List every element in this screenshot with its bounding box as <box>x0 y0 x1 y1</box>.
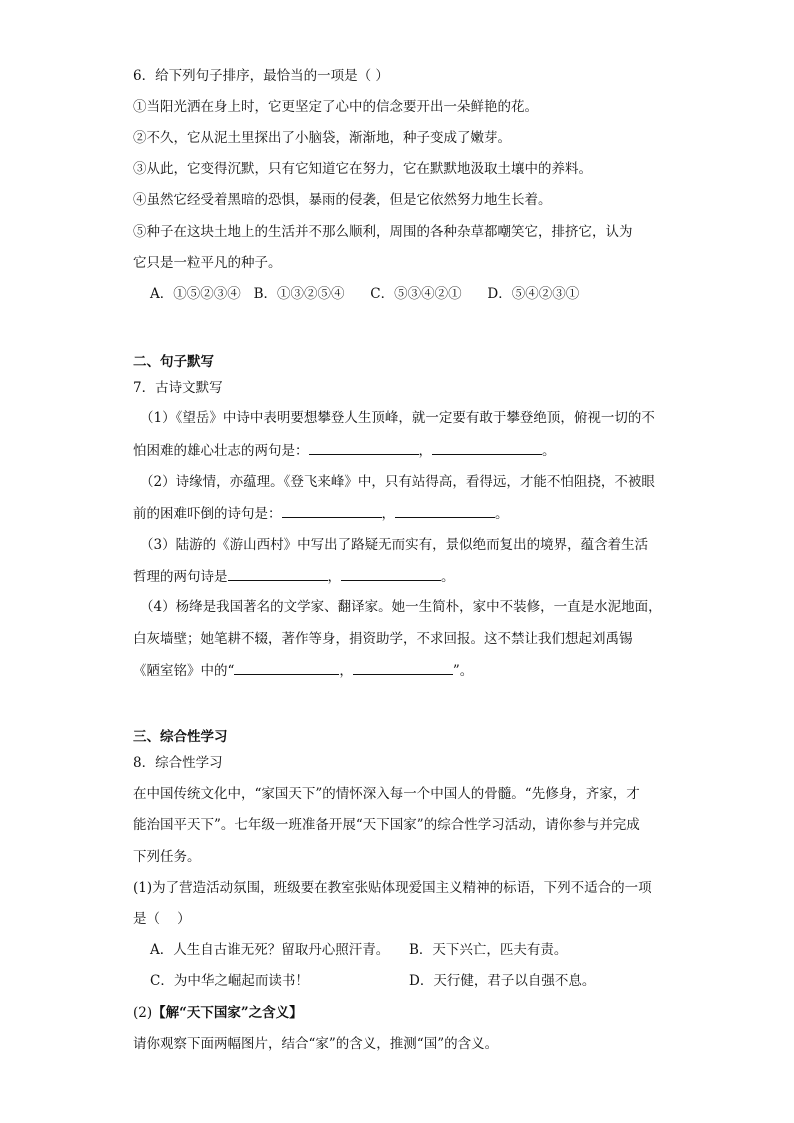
q7-part4-blank-1[interactable] <box>234 660 339 675</box>
q8-sub2-heading: 【解“天下国家”之含义】 <box>152 1005 303 1021</box>
q8-option-c: C．为中华之崛起而读书！ <box>150 973 309 989</box>
q7-part4-line1: （4）杨绛是我国著名的文学家、翻译家。她一生简朴，家中不装修，一直是水泥地面， <box>140 599 662 615</box>
comma: ， <box>327 569 341 585</box>
q7-part1-blank-1[interactable] <box>309 440 419 455</box>
q7-part4-line2: 白灰墙壁；她笔耕不辍，著作等身，捐资助学，不求回报。这不禁让我们想起刘禹锡 <box>133 631 633 647</box>
comma: ， <box>339 663 353 679</box>
q8-intro-line1: 在中国传统文化中，“家国天下”的情怀深入每一个中国人的骨髓。“先修身，齐家，才 <box>133 786 640 802</box>
q7-part2-line2 <box>133 503 509 524</box>
q7-part4-blank-2[interactable] <box>353 660 453 675</box>
q6-sentence-2: ②不久，它从泥土里探出了小脑袋，渐渐地，种子变成了嫩芽。 <box>133 130 511 146</box>
q7-part3-blank-1[interactable] <box>228 566 328 581</box>
q6-sentence-5-line1: ⑤种子在这块土地上的生活并不那么顺利，周围的各种杂草都嘲笑它，排挤它，认为 <box>133 224 633 240</box>
q7-part3-prompt: 哲理的两句诗是 <box>133 569 228 585</box>
q7-part1-blank-2[interactable] <box>432 440 542 455</box>
q7-part3-blank-2[interactable] <box>341 566 441 581</box>
q8-sub1-line1: (1)为了营造活动氛围，班级要在教室张贴体现爱国主义精神的标语，下列不适合的一项 <box>133 880 652 896</box>
q7-part2-blank-1[interactable] <box>282 503 382 518</box>
q7-stem: 7．古诗文默写 <box>133 380 223 396</box>
q8-option-d: D．天行健，君子以自强不息。 <box>409 973 596 989</box>
period: 。 <box>495 506 509 522</box>
comma: ， <box>381 506 395 522</box>
q6-sentence-5-line2: 它只是一粒平凡的种子。 <box>133 255 282 271</box>
period: 。 <box>441 569 455 585</box>
q7-part2-blank-2[interactable] <box>395 503 495 518</box>
q7-part3-line1: （3）陆游的《游山西村》中写出了路疑无而实有，景似绝而复出的境界，蕴含着生活 <box>140 537 649 553</box>
q6-sentence-1: ①当阳光洒在身上时，它更坚定了心中的信念要开出一朵鲜艳的花。 <box>133 99 538 115</box>
period: 。 <box>542 443 556 459</box>
section-2-title: 二、句子默写 <box>133 354 214 370</box>
q8-intro-line2: 能治国平天下”。七年级一班准备开展“天下国家”的综合性学习活动，请你参与并完成 <box>133 817 640 833</box>
q8-sub1-line2: 是（ ） <box>133 911 191 927</box>
comma: ， <box>418 443 432 459</box>
q8-sub2-text: 请你观察下面两幅图片，结合“家”的含义，推测“国”的含义。 <box>133 1036 499 1052</box>
q7-part2-line1: （2）诗缘情，亦蕴理。《登飞来峰》中，只有站得高，看得远，才能不怕阻挠，不被眼 <box>140 474 655 490</box>
q8-sub2-title-line <box>133 1003 303 1023</box>
q7-part4-line3 <box>133 660 473 681</box>
q7-part3-line2 <box>133 566 455 587</box>
q8-sub2-number: (2) <box>133 1005 153 1021</box>
q6-stem: 6．给下列句子排序，最恰当的一项是（ ） <box>133 68 389 84</box>
q6-sentence-3: ③从此，它变得沉默，只有它知道它在努力，它在默默地汲取土壤中的养料。 <box>133 161 592 177</box>
q8-option-b: B．天下兴亡，匹夫有责。 <box>409 942 568 958</box>
q7-part1-prompt: 怕困难的雄心壮志的两句是： <box>133 443 309 459</box>
q7-part4-prompt: 《陋室铭》中的“ <box>133 663 235 679</box>
q6-sentence-4: ④虽然它经受着黑暗的恐惧，暴雨的侵袭，但是它依然努力地生长着。 <box>133 192 552 208</box>
q7-part2-prompt: 前的困难吓倒的诗句是： <box>133 506 282 522</box>
q8-stem: 8．综合性学习 <box>133 755 223 771</box>
q8-intro-line3: 下列任务。 <box>133 849 201 865</box>
q7-part1-line1: （1）《望岳》中诗中表明要想攀登人生顶峰，就一定要有敢于攀登绝顶，俯视一切的不 <box>140 410 655 426</box>
q8-option-a: A．人生自古谁无死？留取丹心照汗青。 <box>150 942 390 958</box>
section-3-title: 三、综合性学习 <box>133 729 228 745</box>
q6-options: A．①⑤②③④ B．①③②⑤④ C．⑤③④②① D．⑤④②③① <box>150 286 580 302</box>
q7-part1-line2 <box>133 440 556 461</box>
q7-part4-closing: ”。 <box>452 663 474 679</box>
